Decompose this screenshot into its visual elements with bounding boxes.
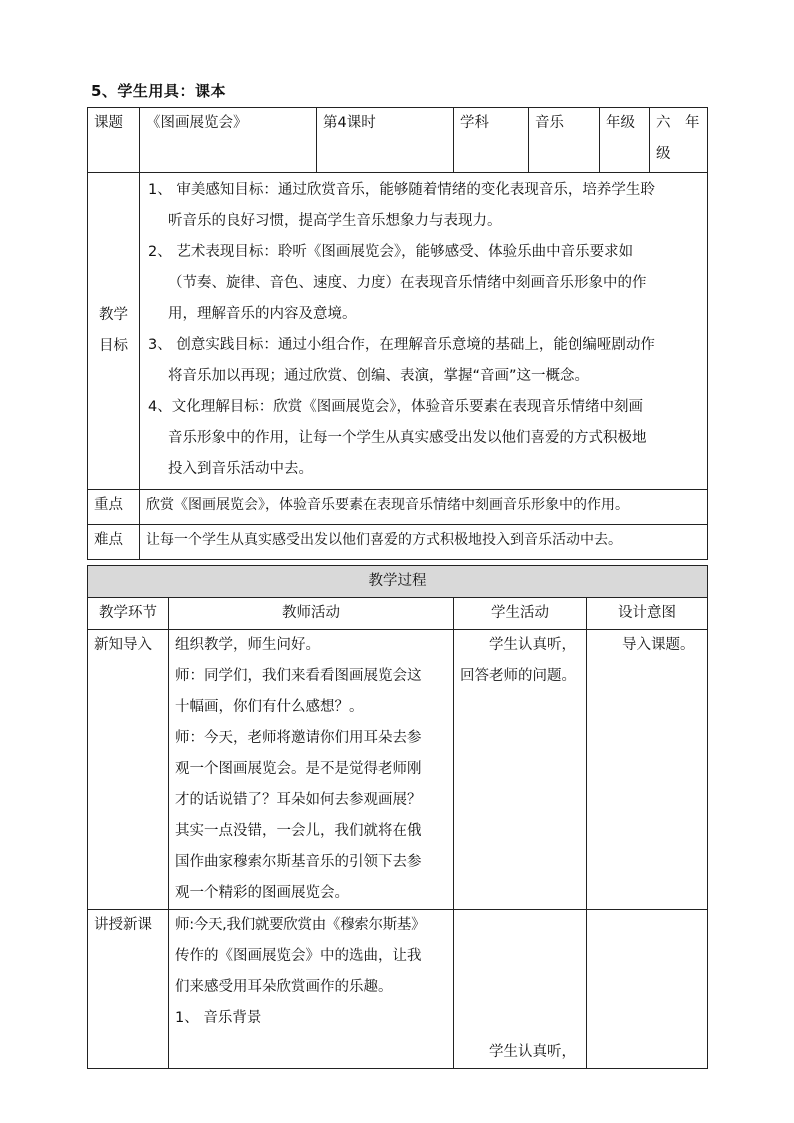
goal-line: 3、 创意实践目标：通过小组合作，在理解音乐意境的基础上，能创编哑剧动作: [148, 337, 655, 353]
goal-line: 2、 艺术表现目标：聆听《图画展览会》，能够感受、体验乐曲中音乐要求如: [148, 244, 634, 260]
process-title: 教学过程: [88, 566, 708, 598]
teaching-process-table: [87, 565, 708, 1069]
difficulty-label: 难点: [88, 525, 140, 560]
key-point-label: 重点: [88, 490, 140, 525]
difficulty-text: 让每一个学生从真实感受出发以他们喜爱的方式积极地投入到音乐活动中去。: [140, 525, 708, 560]
teacher-activity-cell: 组织教学，师生问好。 师：同学们，我们来看看图画展览会这 十幅画，你们有什么感想？。 师：今天，老师将邀请你们用耳朵去参 观一个图画展览会。是不是觉得老师刚 才的话说错了？耳朵如何去参观画展？ 其实一点没错，一会儿，我们就将在俄 国作曲家穆索尔斯基音乐的引领下去参 观一个精彩的图画展览会。: [169, 630, 454, 910]
goal-line: 听音乐的良好习惯，提高学生音乐想象力与表现力。: [168, 213, 502, 229]
grade-value-line-2: 级: [656, 146, 671, 162]
goals-label: 教学 目标: [88, 173, 140, 490]
student-activity-cell: 学生认真听， 回答老师的问题。: [454, 630, 587, 910]
topic-row: [88, 108, 708, 173]
process-header-row: [88, 598, 708, 630]
stage-cell: 讲授新课: [88, 910, 169, 1069]
process-title-row: [88, 566, 708, 598]
goal-line: 投入到音乐活动中去。: [168, 461, 313, 477]
subject-label: 学科: [454, 108, 529, 173]
key-point-text: 欣赏《图画展览会》，体验音乐要素在表现音乐情绪中刻画音乐形象中的作用。: [140, 490, 708, 525]
grade-label: 年级: [600, 108, 650, 173]
goals-row: [88, 173, 708, 490]
goal-line: （节奏、旋律、音色、速度、力度）在表现音乐情绪中刻画音乐形象中的作: [168, 275, 647, 291]
grade-value-line-1: 六 年: [656, 115, 700, 131]
topic-value: 《图画展览会》: [140, 108, 317, 173]
goal-line: 用，理解音乐的内容及意境。: [168, 306, 357, 322]
subject-value: 音乐: [529, 108, 600, 173]
goals-content: [140, 173, 708, 490]
stage-cell: 新知导入: [88, 630, 169, 910]
student-activity-cell: 学生认真听，: [454, 910, 587, 1069]
header-stage: 教学环节: [88, 598, 169, 630]
process-row-intro: [88, 630, 708, 910]
goal-line: 4、文化理解目标：欣赏《图画展览会》，体验音乐要素在表现音乐情绪中刻画: [148, 399, 643, 415]
teacher-activity-cell: 师:今天,我们就要欣赏由《穆索尔斯基》 传作的《图画展览会》中的选曲，让我 们来感受用耳朵欣赏画作的乐趣。 1、 音乐背景: [169, 910, 454, 1069]
lesson-number: 第4课时: [317, 108, 454, 173]
topic-label: 课题: [88, 108, 140, 173]
lesson-info-table: [87, 107, 708, 560]
header-student: 学生活动: [454, 598, 587, 630]
process-row-new-lesson: [88, 910, 708, 1069]
design-intent-cell: [587, 910, 708, 1069]
goal-line: 1、 审美感知目标：通过欣赏音乐，能够随着情绪的变化表现音乐，培养学生聆: [148, 182, 655, 198]
design-intent-cell: 导入课题。: [587, 630, 708, 910]
difficulty-row: [88, 525, 708, 560]
header-intent: 设计意图: [587, 598, 708, 630]
key-point-row: [88, 490, 708, 525]
header-teacher: 教师活动: [169, 598, 454, 630]
goal-line: 将音乐加以再现；通过欣赏、创编、表演，掌握“音画”这一概念。: [168, 368, 590, 384]
grade-value: [650, 108, 708, 173]
goal-line: 音乐形象中的作用，让每一个学生从真实感受出发以他们喜爱的方式积极地: [168, 430, 647, 446]
student-materials-heading: 5、学生用具：课本: [91, 82, 226, 100]
